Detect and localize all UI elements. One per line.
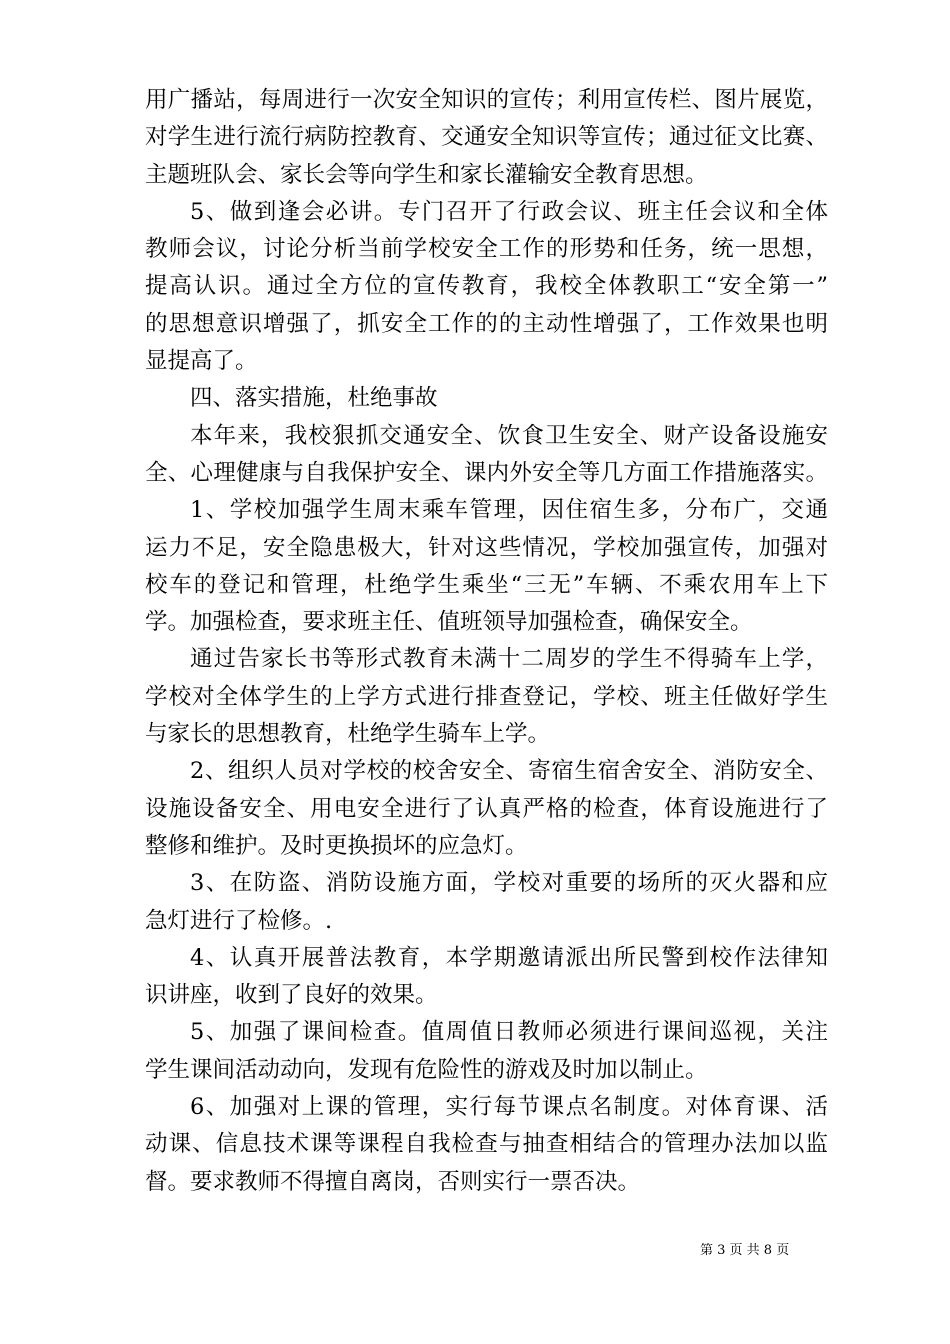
text-line: 校车的登记和管理，杜绝学生乘坐“三无”车辆、不乘农用车上下 [145,571,828,598]
text-line: 5、加强了课间检查。值周值日教师必须进行课间巡视，关注 [190,1019,828,1046]
text-line: 1、学校加强学生周末乘车管理，因住宿生多，分布广，交通 [190,497,828,524]
text-line: 提高认识。通过全方位的宣传教育，我校全体教职工“安全第一” [145,273,828,300]
text-line: 教师会议，讨论分析当前学校安全工作的形势和任务，统一思想， [145,236,828,263]
text-line: 对学生进行流行病防控教育、交通安全知识等宣传；通过征文比赛、 [145,124,828,151]
text-line: 的思想意识增强了，抓安全工作的的主动性增强了，工作效果也明 [145,310,828,337]
document-body [145,82,828,1201]
text-line: 急灯进行了检修。. [145,907,333,934]
text-line: 学生课间活动动向，发现有危险性的游戏及时加以制止。 [145,1056,708,1083]
text-line: 显提高了。 [145,348,258,375]
text-line: 2、组织人员对学校的校舍安全、寄宿生宿舍安全、消防安全、 [190,758,828,785]
text-line: 全、心理健康与自我保护安全、课内外安全等几方面工作措施落实。 [145,459,828,486]
text-line: 督。要求教师不得擅自离岗，否则实行一票否决。 [145,1168,641,1195]
text-line: 与家长的思想教育，杜绝学生骑车上学。 [145,721,551,748]
section-heading: 四、落实措施，杜绝事故 [190,385,438,412]
text-line: 本年来，我校狠抓交通安全、饮食卫生安全、财产设备设施安 [190,422,828,449]
text-line: 6、加强对上课的管理，实行每节课点名制度。对体育课、活 [190,1094,828,1121]
text-line: 学。加强检查，要求班主任、值班领导加强检查，确保安全。 [145,609,753,636]
page-number-footer: 第 3 页 共 8 页 [700,1243,790,1258]
text-line: 设施设备安全、用电安全进行了认真严格的检查，体育设施进行了 [145,795,828,822]
text-line: 运力不足，安全隐患极大，针对这些情况，学校加强宣传，加强对 [145,534,828,561]
text-line: 5、做到逢会必讲。专门召开了行政会议、班主任会议和全体 [190,198,828,225]
text-line: 用广播站，每周进行一次安全知识的宣传；利用宣传栏、图片展览， [145,87,828,113]
text-line: 4、认真开展普法教育，本学期邀请派出所民警到校作法律知 [190,944,828,971]
text-line: 通过告家长书等形式教育未满十二周岁的学生不得骑车上学， [190,646,828,673]
text-line: 整修和维护。及时更换损坏的应急灯。 [145,832,528,859]
text-line: 主题班队会、家长会等向学生和家长灌输安全教育思想。 [145,161,708,188]
text-line: 动课、信息技术课等课程自我检查与抽查相结合的管理办法加以监 [145,1131,828,1158]
text-line: 识讲座，收到了良好的效果。 [145,982,438,1009]
text-line: 3、在防盗、消防设施方面，学校对重要的场所的灭火器和应 [190,870,828,897]
text-line: 学校对全体学生的上学方式进行排查登记，学校、班主任做好学生 [145,683,828,710]
